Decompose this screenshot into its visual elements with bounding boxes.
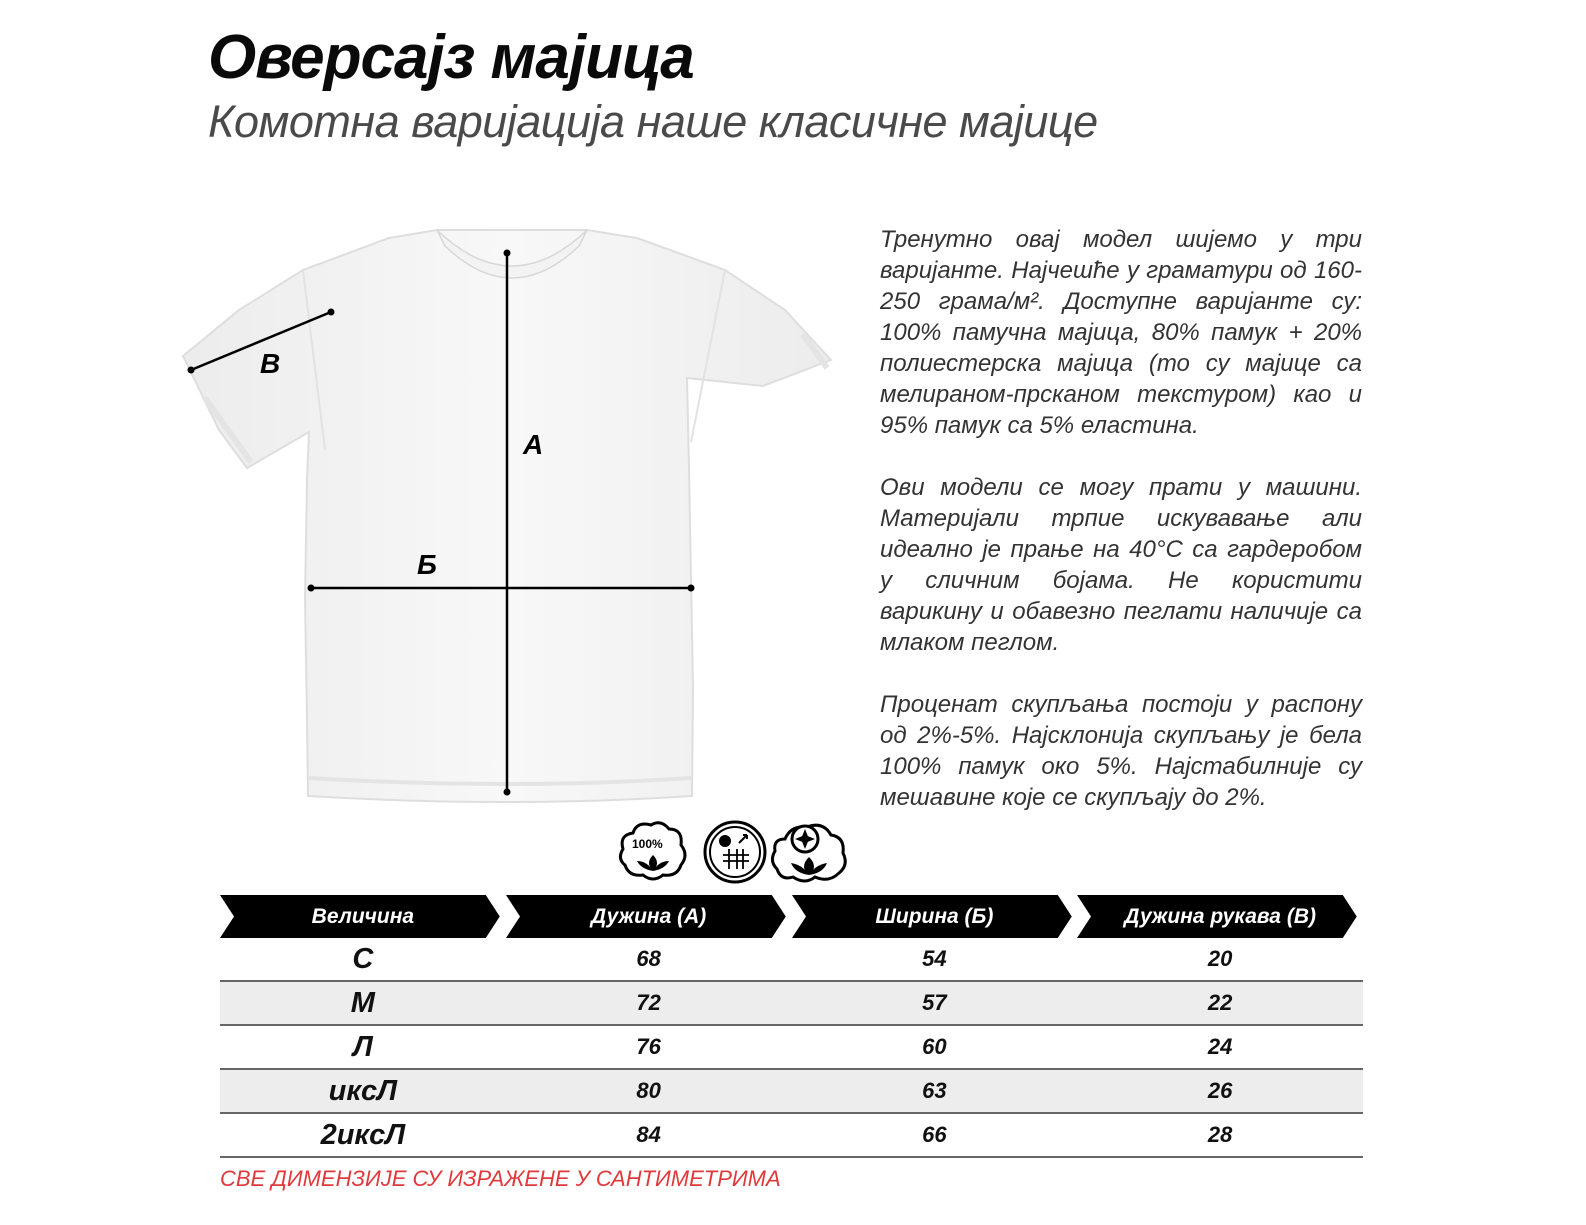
cotton-100-icon — [620, 823, 685, 879]
length-cell: 76 — [506, 1025, 792, 1069]
size-cell: Л — [220, 1025, 506, 1069]
sleeve-cell: 26 — [1077, 1069, 1363, 1113]
description-paragraph: Тренутно овај модел шијемо у три варијанте. Најчешће у граматури од 160-250 грама/м². Доступне варијанте су: 100% памучна мајица, 80% памук + 20% полиестерска мајица (то су мајице са мелираном-прсканом текстуром) као и 95% памук са 5% еластина. — [880, 226, 1362, 439]
table-row — [220, 938, 1363, 981]
width-cell: 63 — [792, 1069, 1078, 1113]
header-cell-length — [506, 895, 792, 938]
sleeve-cell: 28 — [1077, 1113, 1363, 1157]
width-cell: 66 — [792, 1113, 1078, 1157]
size-table-header — [220, 895, 1363, 938]
label-b: Б — [417, 549, 437, 580]
length-cell: 80 — [506, 1069, 792, 1113]
length-cell: 68 — [506, 938, 792, 981]
size-table — [220, 895, 1363, 1158]
header-cell-sleeve — [1077, 895, 1363, 938]
description-paragraph: Проценат скупљања постоји у распону од 2%-5%. Најсклонија скупљању је бела 100% памук око 5%. Најстабилније су мешавине које се скупљају до 2%. — [880, 691, 1362, 811]
size-cell: М — [220, 981, 506, 1025]
header-label: Величина — [311, 904, 415, 928]
width-cell: 57 — [792, 981, 1078, 1025]
width-cell: 54 — [792, 938, 1078, 981]
units-note: СВЕ ДИМЕНЗИЈЕ СУ ИЗРАЖЕНЕ У САНТИМЕТРИМА — [220, 1166, 781, 1191]
size-cell: 2иксЛ — [220, 1113, 506, 1157]
cotton-fabric-icon — [705, 822, 765, 882]
sleeve-cell: 24 — [1077, 1025, 1363, 1069]
material-icons — [615, 815, 855, 887]
header-label: Дужина рукава (В) — [1124, 904, 1316, 928]
size-cell: С — [220, 938, 506, 981]
description-paragraph: Ови модели се могу прати у машини. Материјали трпие искувавање али идеално је прање на 40°C са гардеробом у сличним бојама. Не користити варикину и обавезно пеглати наличије са млаком пеглом. — [880, 474, 1362, 656]
label-a: А — [523, 429, 544, 460]
header-label: Ширина (Б) — [875, 904, 994, 928]
table-row — [220, 1069, 1363, 1113]
tshirt-diagram — [175, 218, 855, 818]
page-title: Оверсајз мајица — [208, 23, 694, 92]
table-row — [220, 1113, 1363, 1157]
size-cell: иксЛ — [220, 1069, 506, 1113]
page-subtitle: Комотна варијација наше класичне мајице — [208, 96, 1098, 147]
cotton-100-label: 100% — [632, 837, 663, 851]
table-row — [220, 981, 1363, 1025]
header-cell-size — [220, 895, 506, 938]
header-label: Дужина (А) — [590, 904, 707, 928]
label-v: В — [260, 348, 281, 379]
description — [880, 224, 1362, 844]
sleeve-cell: 22 — [1077, 981, 1363, 1025]
sleeve-cell: 20 — [1077, 938, 1363, 981]
length-cell: 72 — [506, 981, 792, 1025]
length-cell: 84 — [506, 1113, 792, 1157]
width-cell: 60 — [792, 1025, 1078, 1069]
cotton-flower-icon — [772, 825, 845, 881]
header-cell-width — [792, 895, 1078, 938]
table-row — [220, 1025, 1363, 1069]
